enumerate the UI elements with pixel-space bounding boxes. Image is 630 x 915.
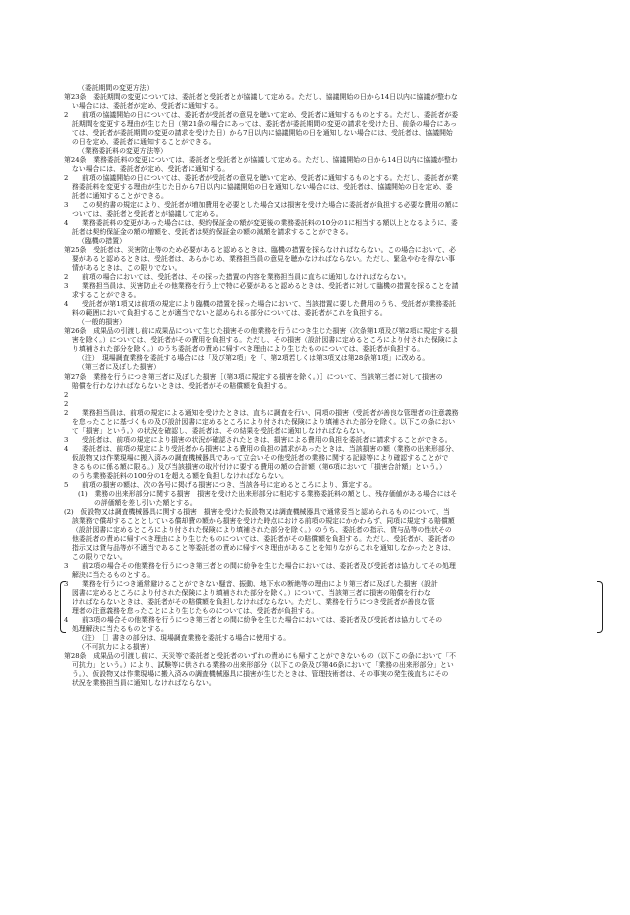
text-line: の評価額を差し引いた額とする。 — [94, 498, 197, 507]
text-line: 5 前項の損害の額は、次の各号に掲げる損害につき、当該各号に定めるところにより、算定する。 — [64, 480, 376, 489]
text-line: 該業務で償却することとしている償却費の額から損害を受けた時点における前項の規定にかかわらず、同項に規定する賠償額 — [72, 516, 455, 525]
text-line: 2 — [64, 390, 69, 399]
bracketed-text-block — [64, 580, 600, 634]
text-line: 3 この契約書の規定により、受託者が増加費用を必要とした場合又は損害を受けた場合に委託者が負担する必要な費用の額に — [64, 201, 459, 210]
text-line: 務委託料を変更する理由が生じた日から7日以内に協議開始の日を通知しない場合には、受託者は、協議開始の日を定め、委 — [72, 183, 453, 192]
text-line: 託者は契約保証金の額の増額を、受託者は契約保証金の額の減額を請求することができる。 — [72, 228, 353, 237]
text-line: （設計図書に定めるところにより付された保険により填補された部分を除く。）のうち、委託者の指示、貸与品等の性状その — [72, 525, 452, 534]
text-line: 2 前項の場合においては、受託者は、その採った措置の内容を業務担当員に直ちに通知しなければならない。 — [64, 273, 411, 282]
text-line: きるものに係る額に限る。）及び当該損害の取片付けに要する費用の額の合計額（第6項において「損害合計額」という。） — [72, 462, 446, 471]
text-line: 状況を業務担当員に通知しなければならない。 — [72, 679, 216, 688]
text-line: 要があると認めるときは、受託者は、あらかじめ、業務担当員の意見を聴かなければならない。ただし、緊急やむを得ない事 — [72, 255, 455, 264]
text-line: 第28条 成果品の引渡し前に、天災等で委託者と受託者のいずれの責めにも帰すことができないもの（以下この条において「不 — [64, 651, 456, 660]
text-line: 2 前項の協議開始の日については、委託者が受託者の意見を聴いて定め、受託者に通知するものとする。ただし、委託者が委 — [64, 111, 459, 120]
text-line: い場合には、委託者が定め、受託者に通知する。 — [72, 102, 223, 111]
text-line: ない場合には、委託者が定め、受託者に通知する。 — [72, 165, 230, 174]
text-line: 第24条 業務委託料の変更については、委託者と受託者とが協議して定める。ただし、協議開始の日から14日以内に協議が整わ — [64, 156, 458, 165]
text-line: 図書に定めるところにより付された保険により填補された部分を除く。）について、当該第三者に損害の賠償を行わな — [72, 588, 431, 597]
text-line: て「損害」という。）の状況を確認し、委託者は、その結果を受託者に通知しなければならない。 — [72, 426, 370, 435]
text-line: 情があるときは、この限りでない。 — [72, 264, 182, 273]
tail-text-block — [64, 634, 600, 688]
text-line: 3 受託者は、前項の規定により損害の状況が確認されたときは、損害による費用の負担を委託者に請求することができる。 — [64, 435, 452, 444]
text-line: 第23条 委託期間の変更については、委託者と受託者とが協議して定める。ただし、協議開始の日から14日以内に協議が整わな — [64, 93, 458, 102]
text-line: 4 業務委託料の変更があった場合には、契約保証金の額が変更後の業務委託料の10分の1に相当する額以上となるように、委 — [64, 219, 458, 228]
bracketed-alternative-clauses — [59, 580, 600, 634]
text-line: （第三者に及ぼした損害） — [78, 363, 161, 372]
text-line: 2 業務担当員は、前項の規定による通知を受けたときは、直ちに調査を行い、同項の損害（受託者が善良な管理者の注意義務 — [64, 408, 459, 417]
text-line: 解決に当たるものとする。 — [72, 570, 155, 579]
text-line: 害を除く。）については、受託者がその費用を負担する。ただし、その損害（設計図書に定めるところにより付された保険によ — [72, 336, 459, 345]
text-line: 3 業務担当員は、災害防止その他業務を行う上で特に必要があると認めるときは、受託者に対して臨機の措置を採ることを請 — [64, 282, 459, 291]
text-line: 可抗力」という。）により、試験等に供される業務の出来形部分（以下この条及び第46条において「業務の出来形部分」とい — [72, 661, 454, 669]
text-line: 託期間を変更する理由が生じた日（第21条の場合にあっては、委託者が委託期間の変更の請求を受けた日、前条の場合にあっ — [72, 120, 457, 129]
text-line: 託者に通知することができる。 — [72, 192, 168, 201]
text-line: 2 — [64, 399, 69, 408]
text-line: 4 受託者が第1項又は前項の規定により臨機の措置を採った場合において、当該措置に要した費用のうち、受託者が業務委託 — [64, 300, 456, 309]
text-line: 他委託者の責めに帰すべき理由により生じたものについては、委託者がその賠償額を負担する。ただし、受託者が、委託者の — [72, 534, 455, 543]
text-line: ては、受託者が委託期間の変更の請求を受けた日）から7日以内に協議開始の日を通知しない場合には、受託者は、協議開始 — [72, 129, 453, 138]
left-bracket — [60, 581, 66, 633]
text-line: ければならないときは、委託者がその賠償額を負担しなければならない。ただし、業務を行うにつき受託者が善良な管 — [72, 597, 435, 606]
text-line: 理者の注意義務を怠ったことにより生じたものについては、受託者が負担する。 — [72, 606, 319, 615]
text-line: 賠償を行わなければならないときは、受託者がその賠償額を負担する。 — [72, 381, 292, 390]
text-line: （業務委託料の変更方法等） — [78, 147, 167, 156]
right-bracket — [597, 581, 603, 633]
text-line: 3 業務を行うにつき通常避けることができない騒音、振動、地下水の断絶等の理由により第三者に及ぼした損害（設計 — [64, 579, 438, 588]
text-line: 2 前項の協議開始の日については、委託者が受託者の意見を聴いて定め、受託者に通知するものとする。ただし、委託者が業 — [64, 174, 459, 183]
main-text-block — [64, 84, 600, 580]
text-line: り填補された部分を除く。）のうち委託者の責めに帰すべき理由により生じたものについては、委託者が負担する。 — [72, 345, 425, 354]
text-line: （一般的損害） — [78, 318, 126, 327]
text-line: 第26条 成果品の引渡し前に成果品について生じた損害その他業務を行うにつき生じた損害（次条第1項及び第2項に規定する損 — [64, 327, 458, 336]
text-line: 3 前2項の場合その他業務を行うにつき第三者との間に紛争を生じた場合においては、委託者及び受託者は協力してその処理 — [64, 561, 456, 570]
text-line: 4 委託者は、前項の規定により受託者から損害による費用の負担の請求があったときは、当該損害の額（業務の出来形部分、 — [64, 444, 459, 453]
text-line: 求することができる。 — [72, 291, 141, 300]
text-line: （注） 現場調査業務を委託する場合には「及び第2項」を「、第2項若しくは第3項又は第28条第1項」に改める。 — [78, 354, 430, 363]
text-line: のうち業務委託料の100分の1を超える額を負担しなければならない。 — [72, 471, 288, 480]
text-line: ついては、委託者と受託者とが協議して定める。 — [72, 210, 223, 219]
text-line: 料の範囲において負担することが適当でないと認められる部分については、委託者がこれを負担する。 — [72, 309, 387, 318]
text-line: 第25条 受託者は、災害防止等のため必要があると認めるときは、臨機の措置を採らなければならない。この場合において、必 — [64, 246, 456, 255]
text-line: (2) 仮設物又は調査機械器具に関する損害 損害を受けた仮設物又は調査機械器具で通常妥当と認められるものについて、当 — [64, 507, 450, 516]
text-line: 指示又は貸与品等が不適当であること等委託者の責めに帰すべき理由があることを知りながらこれを通知しなかったときは、 — [72, 543, 456, 552]
text-line: 処理解決に当たるものとする。 — [72, 624, 168, 633]
text-line: 4 前3項の場合その他業務を行うにつき第三者との間に紛争を生じた場合においては、委託者及び受託者は協力してその — [64, 615, 443, 624]
text-line: （委託期間の変更方法） — [78, 84, 154, 92]
text-line: （注） ［］書きの部分は、現場調査業務を委託する場合に使用する。 — [78, 633, 291, 642]
text-line: この限りでない。 — [72, 552, 127, 561]
text-line: （臨機の措置） — [78, 237, 126, 246]
text-line: （不可抗力による損害） — [78, 642, 154, 651]
text-line: 第27条 業務を行うにつき第三者に及ぼした損害［（第3項に規定する損害を除く。）］について、当該第三者に対して損害の — [64, 372, 443, 381]
text-line: 仮設物又は作業現場に搬入済みの調査機械器具であって立会いその他受託者の業務に関する記録等により確認することがで — [72, 453, 449, 462]
text-line: (1) 業務の出来形部分に関する損害 損害を受けた出来形部分に相応する業務委託料の額とし、残存価値がある場合にはそ — [78, 489, 458, 498]
text-line: の日を定め、委託者に通知することができる。 — [72, 138, 216, 147]
text-line: を怠ったことに基づくもの及び設計図書に定めるところにより付された保険により填補された部分を除く。以下この条におい — [72, 417, 456, 426]
text-line: う。）、仮設物又は作業現場に搬入済みの調査機械器具に損害が生じたときは、管理技術者は、その事実の発生後直ちにその — [72, 670, 449, 679]
